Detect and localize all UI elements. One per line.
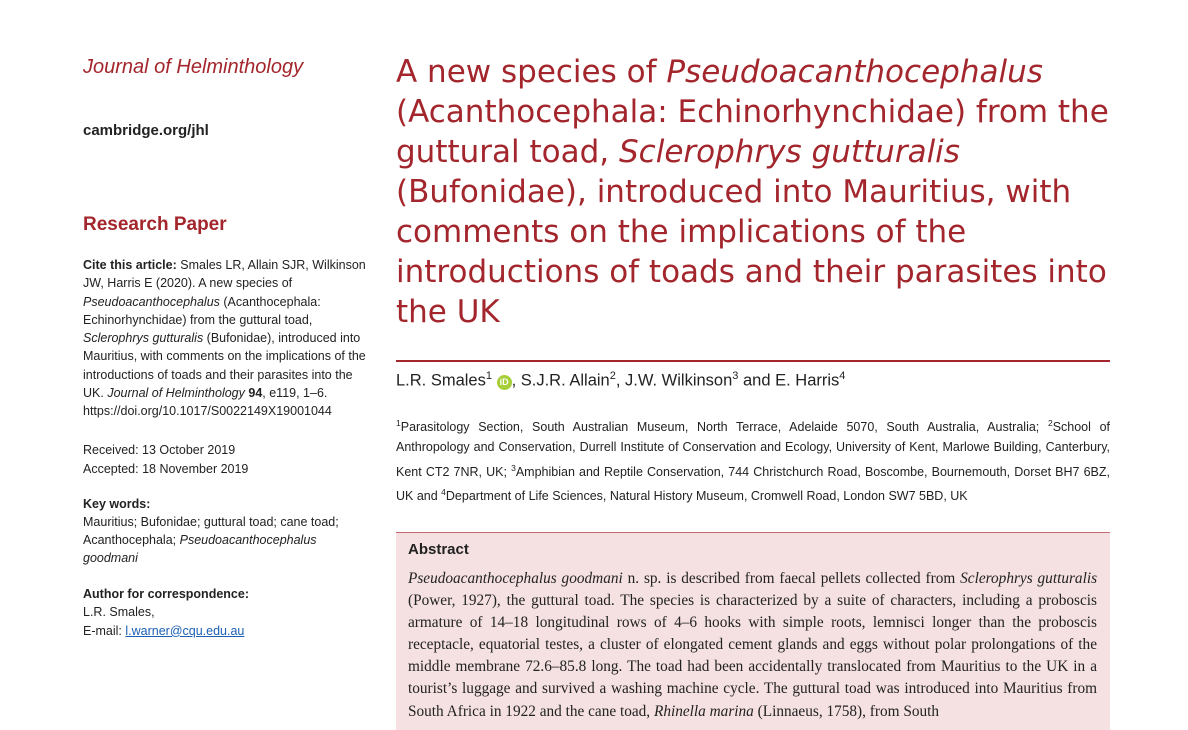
citation-volume: 94 bbox=[248, 386, 263, 401]
keywords-species: Pseudoacanthocephalus goodmani bbox=[83, 532, 317, 565]
affil-text: Amphibian and Reptile Conservation, 744 Christchurch Road, Boscombe, Bournemouth, Dorset BH7 6BZ, UK and bbox=[396, 464, 1110, 504]
keywords-list bbox=[83, 513, 373, 567]
citation-block bbox=[83, 256, 373, 421]
abstract-run: (Linnaeus, 1758), from South bbox=[753, 702, 940, 720]
dates-block bbox=[83, 441, 373, 479]
email-label: E-mail: bbox=[83, 623, 126, 638]
affil-text: School of Anthropology and Conservation, Durrell Institute of Conservation and Ecology, University of Kent, Marlowe Building, Canterbury, Kent CT2 7NR, UK; bbox=[396, 420, 1111, 479]
author-affil-sup: 4 bbox=[839, 370, 846, 382]
author-name[interactable]: L.R. Smales bbox=[396, 371, 486, 390]
citation-doi[interactable]: , e119, 1–6. https://doi.org/10.1017/S0022149X19001044 bbox=[83, 386, 332, 419]
article-type: Research Paper bbox=[83, 214, 227, 235]
affiliations bbox=[396, 413, 1110, 507]
author-name[interactable]: , J.W. Wilkinson bbox=[615, 371, 733, 390]
author-name[interactable]: , S.J.R. Allain bbox=[511, 371, 610, 390]
author-list bbox=[396, 370, 845, 391]
journal-name: Journal of Helminthology bbox=[83, 56, 304, 78]
title-divider bbox=[396, 360, 1110, 362]
accepted-date: Accepted: 18 November 2019 bbox=[83, 461, 249, 476]
affil-sup: 3 bbox=[511, 462, 516, 473]
affil-text: Department of Life Sciences, Natural History Museum, Cromwell Road, London SW7 5BD, UK bbox=[445, 489, 968, 504]
orcid-icon[interactable]: iD bbox=[497, 375, 512, 390]
abstract-heading: Abstract bbox=[408, 541, 469, 558]
author-affil-sup: 2 bbox=[609, 370, 616, 382]
keywords-label: Key words: bbox=[83, 496, 151, 511]
title-text: (Bufonidae), introduced into Mauritius, with comments on the implications of the introductions of toads and their parasites into the UK bbox=[396, 174, 1107, 330]
email-link[interactable]: l.warner@cqu.edu.au bbox=[125, 623, 245, 638]
citation-genus: Pseudoacanthocephalus bbox=[83, 294, 220, 309]
keywords-block bbox=[83, 495, 373, 567]
citation-journal: Journal of Helminthology bbox=[107, 386, 245, 401]
citation-species: Sclerophrys gutturalis bbox=[83, 331, 204, 346]
title-text: A new species of bbox=[396, 54, 667, 90]
abstract-box bbox=[396, 533, 1110, 730]
received-date: Received: 13 October 2019 bbox=[83, 442, 236, 457]
article-title bbox=[396, 52, 1111, 332]
abstract-run: (Power, 1927), the guttural toad. The species is characterized by a suite of characters, including a proboscis armature of 14–18 longitudinal rows of 4–6 hooks with simple roots, lemnisci longer than the proboscis receptacle, equatorial testes, a cluster of elongated cement glands and eggs without polar prolongations of the middle membrane 72.6–85.8 long. The toad had been accidentally translocated from Mauritius to the UK in a tourist’s luggage and survived a washing machine cycle. The guttural toad was introduced into Mauritius from South Africa in 1922 and the cane toad, bbox=[408, 592, 1097, 720]
affil-sup: 2 bbox=[1047, 418, 1053, 428]
author-affil-sup: 3 bbox=[732, 370, 739, 382]
citation-text: Smales LR, Allain SJR, Wilkinson JW, Harris E (2020). A new species of bbox=[83, 258, 366, 291]
citation-text: (Bufonidae), introduced into Mauritius, with comments on the implications of the introductions of toads and their parasites into the UK. bbox=[83, 331, 366, 401]
citation-text: (Acanthocephala: Echinorhynchidae) from the guttural toad, bbox=[83, 294, 321, 327]
abstract-cane-toad: Rhinella marina bbox=[653, 702, 754, 720]
abstract-run: n. sp. is described from faecal pellets collected from bbox=[622, 570, 961, 587]
author-affil-sup: 1 bbox=[485, 370, 492, 382]
author-name[interactable]: and E. Harris bbox=[738, 371, 840, 390]
abstract-species: Pseudoacanthocephalus goodmani bbox=[408, 570, 623, 587]
affil-text: Parasitology Section, South Australian Museum, North Terrace, Adelaide 5070, South Australia, Australia; bbox=[400, 420, 1048, 435]
article-sidebar bbox=[83, 56, 373, 640]
title-genus: Pseudoacanthocephalus bbox=[666, 54, 1043, 90]
article-header bbox=[396, 52, 1111, 332]
keywords-text: Mauritius; Bufonidae; guttural toad; cane toad; Acanthocephala; bbox=[83, 514, 339, 547]
correspondence-email-row bbox=[83, 622, 373, 641]
correspondence-name: L.R. Smales, bbox=[83, 605, 155, 620]
correspondence-label: Author for correspondence: bbox=[83, 586, 249, 601]
correspondence-block bbox=[83, 585, 373, 641]
abstract-text bbox=[408, 568, 1097, 723]
title-text: (Acanthocephala: Echinorhynchidae) from the guttural toad, bbox=[396, 94, 1109, 170]
affil-sup: 4 bbox=[441, 487, 446, 498]
affil-sup: 1 bbox=[396, 418, 401, 428]
title-species: Sclerophrys gutturalis bbox=[619, 134, 960, 170]
journal-website[interactable]: cambridge.org/jhl bbox=[83, 122, 209, 139]
abstract-host: Sclerophrys gutturalis bbox=[960, 570, 1098, 587]
citation-label: Cite this article: bbox=[83, 258, 177, 272]
